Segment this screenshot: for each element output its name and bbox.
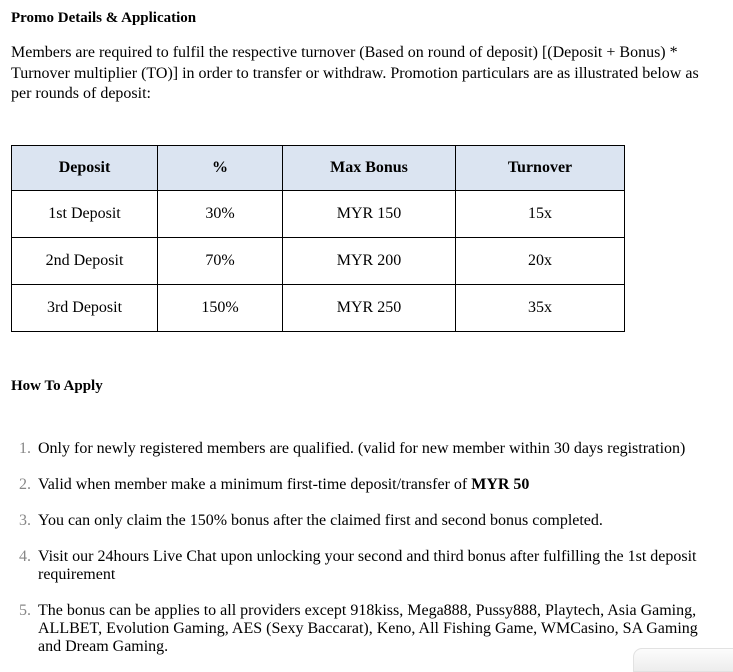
- table-cell-max-bonus: MYR 200: [283, 237, 456, 284]
- table-cell-percent: 30%: [158, 190, 283, 237]
- intro-paragraph: Members are required to fulfil the respective turnover (Based on round of deposit) [(Deposit + Bonus) * Turnover multiplier (TO)] in order to transfer or withdraw. Promotion particulars are as illustrated below as per rounds of deposit:: [11, 44, 699, 102]
- list-item-text: You can only claim the 150% bonus after the claimed first and second bonus completed.: [38, 511, 603, 529]
- table-header-deposit: Deposit: [12, 145, 158, 190]
- list-item-number: 4.: [19, 547, 31, 565]
- table-row: [12, 190, 625, 237]
- how-to-apply-list: [11, 440, 722, 656]
- list-item-text: Only for newly registered members are qualified. (valid for new member within 30 days registration): [38, 439, 686, 457]
- list-item-number: 3.: [19, 511, 31, 529]
- table-cell-turnover: 20x: [456, 237, 625, 284]
- promo-content: [0, 10, 733, 656]
- list-item-text: The bonus can be applies to all providers except 918kiss, Mega888, Pussy888, Playtech, Asia Gaming, ALLBET, Evolution Gaming, AES (Sexy Baccarat), Keno, All Fishing Game, WMCasino, SA Gaming and Dream Gaming.: [38, 601, 698, 655]
- table-row: [12, 237, 625, 284]
- table-header-row: [12, 145, 625, 190]
- list-item-text: Visit our 24hours Live Chat upon unlocking your second and third bonus after fulfilling the 1st deposit requirement: [38, 547, 697, 583]
- list-item: [19, 439, 722, 458]
- table-cell-deposit: 1st Deposit: [12, 190, 158, 237]
- list-item-number: 5.: [19, 601, 31, 619]
- table-cell-deposit: 3rd Deposit: [12, 284, 158, 331]
- table-header-turnover: Turnover: [456, 145, 625, 190]
- table-cell-max-bonus: MYR 250: [283, 284, 456, 331]
- table-cell-percent: 70%: [158, 237, 283, 284]
- list-item-number: 2.: [19, 475, 31, 493]
- table-header-max-bonus: Max Bonus: [283, 145, 456, 190]
- list-item-text: Valid when member make a minimum first-time deposit/transfer of: [38, 475, 472, 493]
- list-item-number: 1.: [19, 439, 31, 457]
- floating-widget-partial[interactable]: [633, 648, 733, 672]
- table-cell-max-bonus: MYR 150: [283, 190, 456, 237]
- list-item: [19, 475, 722, 494]
- page-title: Promo Details & Application: [11, 10, 197, 26]
- table-cell-turnover: 35x: [456, 284, 625, 331]
- table-cell-turnover: 15x: [456, 190, 625, 237]
- page: [0, 10, 733, 656]
- table-cell-deposit: 2nd Deposit: [12, 237, 158, 284]
- table-row: [12, 284, 625, 331]
- list-item: [19, 511, 722, 530]
- how-to-apply-title: How To Apply: [11, 377, 103, 394]
- promo-table: [11, 145, 625, 332]
- list-item-bold-text: MYR 50: [471, 475, 530, 493]
- list-item: [19, 547, 722, 584]
- table-header-percent: %: [158, 145, 283, 190]
- table-cell-percent: 150%: [158, 284, 283, 331]
- list-item: [19, 601, 722, 656]
